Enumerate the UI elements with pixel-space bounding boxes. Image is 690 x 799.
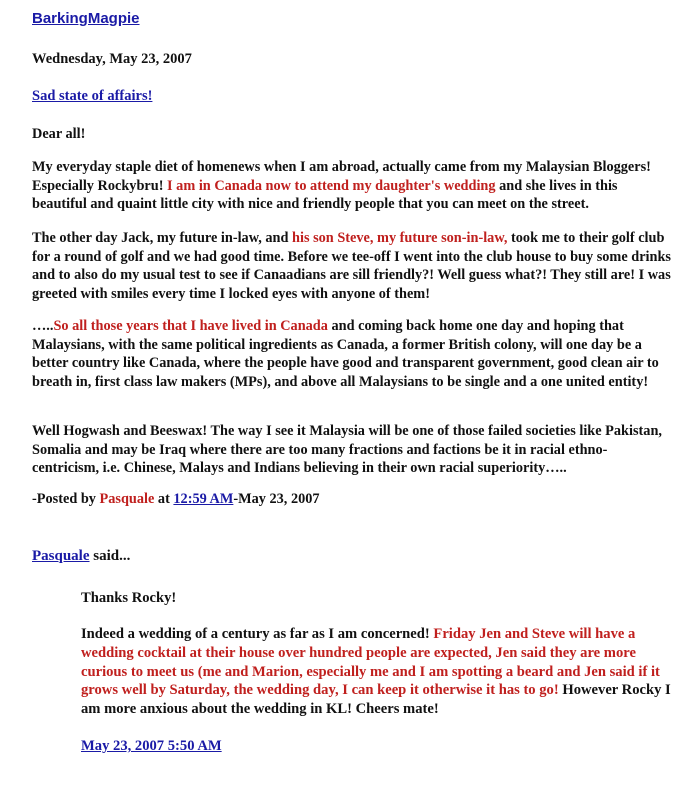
highlighted-text: I am in Canada now to attend my daughter's wedding (167, 177, 496, 194)
post-greeting: Dear all! (32, 126, 86, 142)
comment-header (32, 548, 130, 565)
posted-by-label: -Posted by (32, 491, 100, 507)
post-paragraph-1 (32, 158, 672, 214)
post-author: Pasquale (99, 491, 155, 507)
highlighted-text: So all those years that I have lived in Canada (53, 318, 328, 334)
text-segment: ….. (32, 318, 54, 334)
post-footer (32, 490, 672, 509)
blog-title-link[interactable]: BarkingMagpie (32, 10, 140, 27)
post-paragraph-2 (32, 229, 672, 303)
highlighted-text: Friday Jen and Steve will have a wedding cocktail at their house over hundred people are expected, Jen said they are more curious to meet us (me and Marion, especially me and I am spotting a beard and Jen said if it grows well by Saturday, the wedding day, I can keep it otherwise it has to go! (81, 626, 660, 699)
date-header: Wednesday, May 23, 2007 (32, 51, 192, 67)
comment-author-link[interactable]: Pasquale (32, 548, 90, 564)
text-segment: The other day Jack, my future in-law, and (32, 230, 293, 246)
comment-said-label: said... (89, 548, 131, 564)
post-paragraph-4: Well Hogwash and Beeswax! The way I see it Malaysia will be one of those failed societies like Pakistan, Somalia and may be Iraq where there are too many fractions and factions be it in racial ethno-centricism, i.e. Chinese, Malays and Indians believing in their own racial superiority….. (32, 423, 662, 476)
text-segment: My everyday staple diet of homenews when I am abroad, actually came from my Malaysian Bloggers! Especially Rockybru! (32, 159, 651, 194)
posted-date: -May 23, 2007 (233, 491, 320, 507)
text-segment: However Rocky I am more anxious about the wedding in KL! Cheers mate! (81, 682, 671, 718)
text-segment: took me to their golf club for a round of golf and we had good time. Before we tee-off I went into the club house to buy some drinks and to also do my usual test to see if Canaadians are sill friendly?! Well guess what?! They still are! I was greeted with smiles every time I locked eyes with anyone of them! (32, 230, 671, 302)
post-permalink[interactable]: 12:59 AM (173, 491, 234, 507)
comment-paragraph-1: Thanks Rocky! (81, 590, 177, 606)
comment-timestamp-link[interactable]: May 23, 2007 5:50 AM (81, 738, 222, 754)
text-segment: and coming back home one day and hoping that Malaysians, with the same political ingredients as Canada, a former British colony, will one day be a better country like Canada, where the people have good and transparent government, good clean air to breath in, first class law makers (MPs), and above all Malaysians to be single and a one united entity! (32, 318, 659, 390)
posted-at-label: at (154, 491, 174, 507)
post-title-link[interactable]: Sad state of affairs! (32, 88, 153, 104)
highlighted-text: his son Steve, my future son-in-law, (292, 230, 508, 246)
text-segment: and she lives in this beautiful and quaint little city with nice and friendly people that you can meet on the street. (32, 177, 618, 212)
comment-paragraph-2 (81, 625, 679, 719)
text-segment: Indeed a wedding of a century as far as I am concerned! (81, 626, 434, 642)
post-paragraph-3 (32, 317, 672, 391)
